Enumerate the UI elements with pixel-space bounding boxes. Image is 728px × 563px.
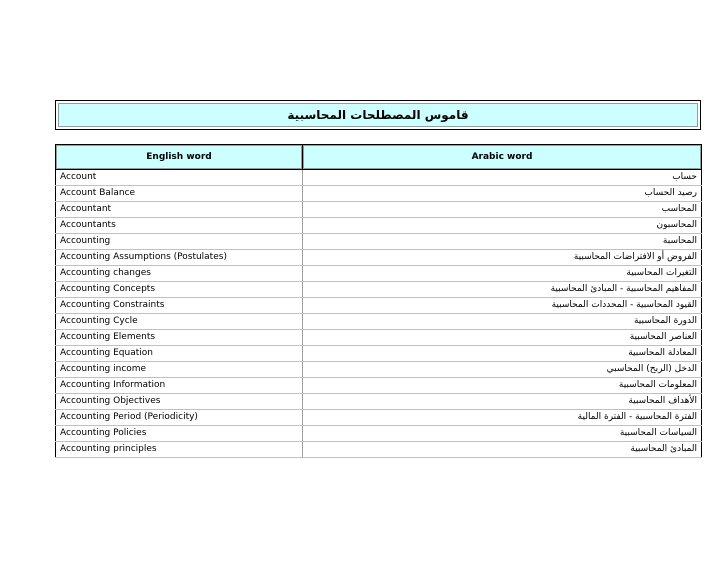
english-term: Accounting Period (Periodicity) <box>56 410 303 426</box>
english-column-header: English word <box>56 145 303 170</box>
header-row <box>56 145 702 170</box>
table-row <box>56 410 702 426</box>
arabic-term: الفروض أو الافتراضات المحاسبية <box>303 250 702 266</box>
arabic-term: القيود المحاسبية - المحددات المحاسبية <box>303 298 702 314</box>
english-term: Accounting Assumptions (Postulates) <box>56 250 303 266</box>
english-term: Account Balance <box>56 186 303 202</box>
english-term: Accounting principles <box>56 442 303 458</box>
table-row <box>56 234 702 250</box>
arabic-term: حساب <box>303 170 702 186</box>
english-term: Accounting Equation <box>56 346 303 362</box>
english-term: Account <box>56 170 303 186</box>
table-row <box>56 378 702 394</box>
english-term: Accounting <box>56 234 303 250</box>
arabic-term: العناصر المحاسبية <box>303 330 702 346</box>
title-banner <box>55 100 701 130</box>
glossary-table <box>55 144 702 458</box>
english-term: Accounting Information <box>56 378 303 394</box>
table-row <box>56 442 702 458</box>
table-row <box>56 362 702 378</box>
arabic-term: الأهداف المحاسبية <box>303 394 702 410</box>
table-row <box>56 298 702 314</box>
table-row <box>56 202 702 218</box>
english-term: Accountants <box>56 218 303 234</box>
arabic-term: المفاهيم المحاسبية - المبادئ المحاسبية <box>303 282 702 298</box>
table-row <box>56 266 702 282</box>
table-row <box>56 282 702 298</box>
arabic-term: الدخل (الربح) المحاسبي <box>303 362 702 378</box>
english-term: Accounting changes <box>56 266 303 282</box>
arabic-term: المحاسب <box>303 202 702 218</box>
arabic-column-header: Arabic word <box>303 145 702 170</box>
arabic-term: الفترة المحاسبية - الفترة المالية <box>303 410 702 426</box>
table-row <box>56 250 702 266</box>
arabic-term: التغيرات المحاسبية <box>303 266 702 282</box>
table-row <box>56 186 702 202</box>
arabic-term: الدورة المحاسبية <box>303 314 702 330</box>
arabic-term: السياسات المحاسبية <box>303 426 702 442</box>
table-body <box>56 170 702 458</box>
arabic-term: المبادئ المحاسبية <box>303 442 702 458</box>
arabic-term: المحاسبة <box>303 234 702 250</box>
table-row <box>56 314 702 330</box>
english-term: Accountant <box>56 202 303 218</box>
english-term: Accounting Concepts <box>56 282 303 298</box>
table-row <box>56 170 702 186</box>
table-row <box>56 426 702 442</box>
arabic-term: المعلومات المحاسبية <box>303 378 702 394</box>
english-term: Accounting Cycle <box>56 314 303 330</box>
table-row <box>56 346 702 362</box>
arabic-term: رصيد الحساب <box>303 186 702 202</box>
arabic-term: المحاسبون <box>303 218 702 234</box>
english-term: Accounting Objectives <box>56 394 303 410</box>
table-row <box>56 394 702 410</box>
english-term: Accounting Constraints <box>56 298 303 314</box>
arabic-term: المعادلة المحاسبية <box>303 346 702 362</box>
page-title: قاموس المصطلحات المحاسبية <box>58 103 698 127</box>
table-row <box>56 218 702 234</box>
english-term: Accounting Elements <box>56 330 303 346</box>
english-term: Accounting income <box>56 362 303 378</box>
english-term: Accounting Policies <box>56 426 303 442</box>
table-row <box>56 330 702 346</box>
